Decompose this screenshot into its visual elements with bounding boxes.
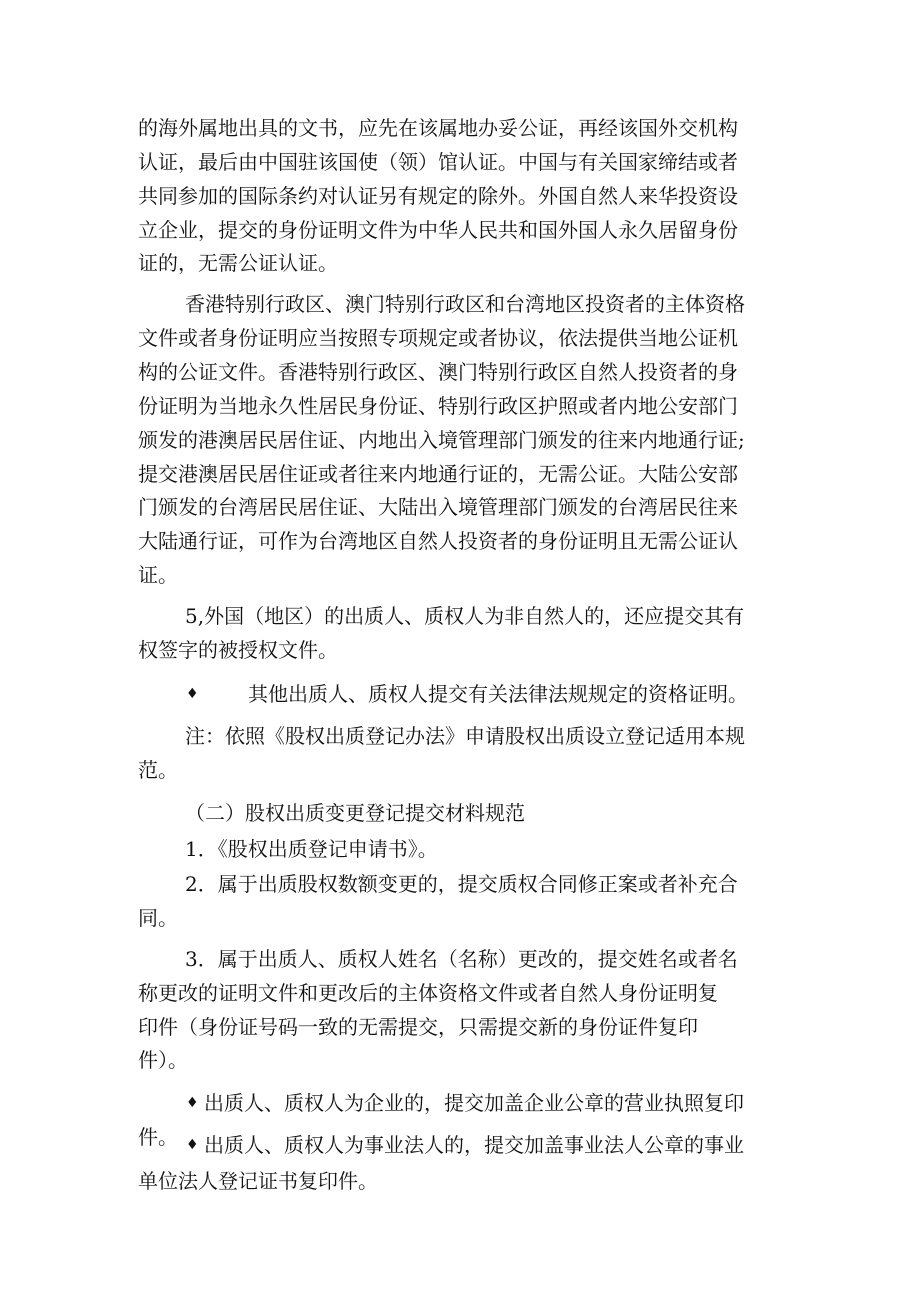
text-line: 同。 xyxy=(138,905,178,930)
text-line: 大陆通行证，可作为台湾地区自然人投资者的身份证明且无需公证认 xyxy=(138,529,738,554)
text-line: 件。 xyxy=(138,1125,178,1149)
text-line: 提交港澳居民居住证或者往来内地通行证的，无需公证。大陆公安部 xyxy=(138,461,738,486)
text-line: 颁发的港澳居民居住证、内地出入境管理部门颁发的往来内地通行证; xyxy=(138,427,745,452)
list-item: 1．《股权出质登记申请书》。 xyxy=(185,836,438,861)
text-line: 的海外属地出具的文书，应先在该属地办妥公证，再经该国外交机构 xyxy=(138,116,738,140)
text-line: 份证明为当地永久性居民身份证、特别行政区护照或者内地公安部门 xyxy=(138,393,738,418)
text-line: 证。 xyxy=(138,563,178,588)
text-line: 权签字的被授权文件。 xyxy=(138,637,338,662)
text-line: 称更改的证明文件和更改后的主体资格文件或者自然人身份证明复 xyxy=(138,980,718,1005)
text-line: 证的，无需公证认证。 xyxy=(138,251,338,276)
text-line: 5,外国（地区）的出质人、质权人为非自然人的，还应提交其有 xyxy=(185,604,745,628)
text-line: 共同参加的国际条约对认证另有规定的除外。外国自然人来华投资设 xyxy=(138,183,738,208)
text-line: 出质人、质权人为企业的，提交加盖企业公章的营业执照复印 xyxy=(204,1091,744,1116)
text-line: 构的公证文件。香港特别行政区、澳门特别行政区自然人投资者的身 xyxy=(138,360,738,384)
text-line: 2．属于出质股权数额变更的，提交质权合同修正案或者补充合 xyxy=(185,872,738,897)
text-line: 门颁发的台湾居民居住证、大陆出入境管理部门颁发的台湾居民往来 xyxy=(138,495,738,520)
diamond-bullet-icon: ♦ xyxy=(186,1137,199,1153)
text-line: 单位法人登记证书复印件。 xyxy=(138,1169,378,1193)
text-line: 3．属于出质人、质权人姓名（名称）更改的，提交姓名或者名 xyxy=(185,946,738,971)
text-line: 范。 xyxy=(138,758,178,783)
text-line: 印件（身份证号码一致的无需提交，只需提交新的身份证件复印 xyxy=(138,1014,698,1039)
section-heading: （二）股权出质变更登记提交材料规范 xyxy=(185,800,525,825)
text-line: 出质人、质权人为事业法人的，提交加盖事业法人公章的事业 xyxy=(204,1133,744,1157)
text-line: 注：依照《股权出质登记办法》申请股权出质设立登记适用本规 xyxy=(185,724,745,749)
diamond-bullet-icon: ♦ xyxy=(186,1095,199,1112)
diamond-bullet-icon: ♦ xyxy=(186,685,199,702)
text-line: 香港特别行政区、澳门特别行政区和台湾地区投资者的主体资格 xyxy=(185,292,745,317)
text-line: 件）。 xyxy=(138,1048,188,1073)
text-line: 文件或者身份证明应当按照专项规定或者协议，依法提供当地公证机 xyxy=(138,326,738,351)
text-line: 其他出质人、质权人提交有关法律法规规定的资格证明。 xyxy=(248,681,748,706)
text-line: 认证，最后由中国驻该国使（领）馆认证。中国与有关国家缔结或者 xyxy=(138,149,738,174)
text-line: 立企业，提交的身份证明文件为中华人民共和国外国人永久居留身份 xyxy=(138,217,738,242)
